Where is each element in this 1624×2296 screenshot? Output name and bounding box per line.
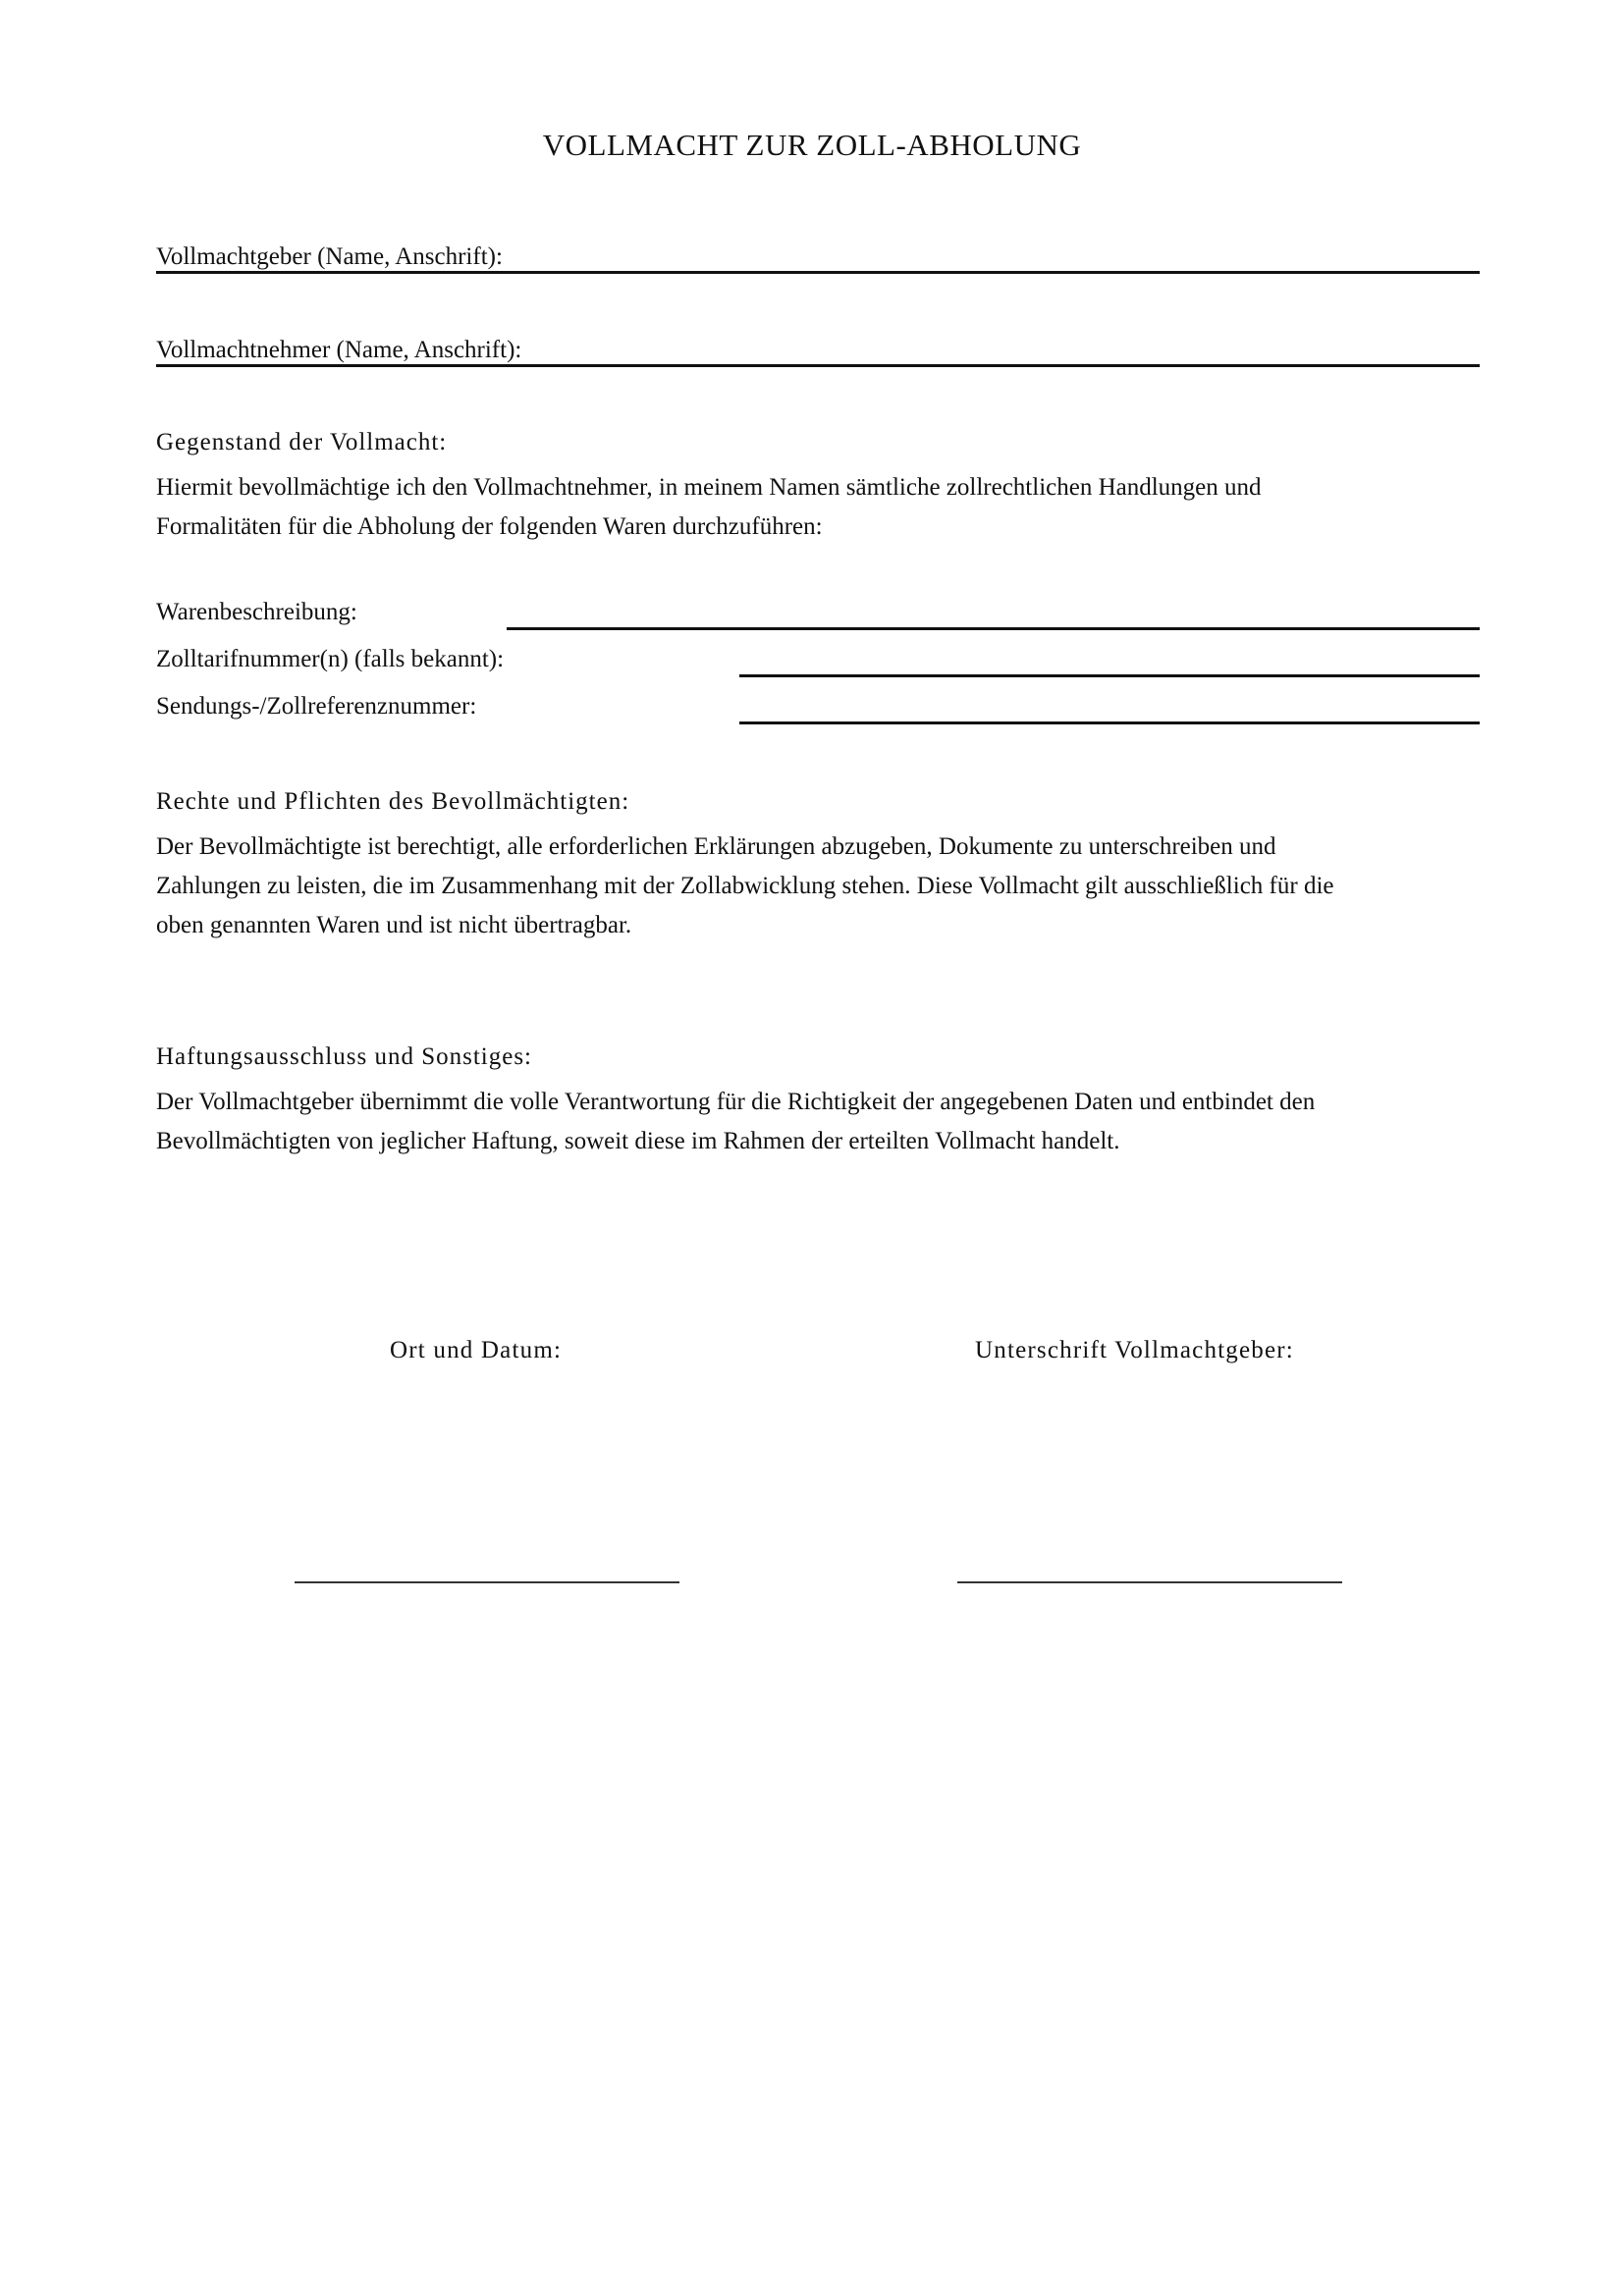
subject-line-1: Hiermit bevollmächtige ich den Vollmachtnehmer, in meinem Namen sämtliche zollrechtlichen Handlungen und	[156, 474, 1262, 501]
agent-field-line[interactable]	[156, 364, 1480, 367]
rights-paragraph	[156, 828, 1491, 945]
reference-number-line[interactable]	[739, 721, 1480, 724]
reference-number-label: Sendungs-/Zollreferenznummer:	[156, 693, 477, 720]
place-date-label: Ort und Datum:	[390, 1337, 563, 1363]
document-title: VOLLMACHT ZUR ZOLL-ABHOLUNG	[542, 128, 1082, 162]
rights-line-3: oben genannten Waren und ist nicht übertragbar.	[156, 912, 632, 938]
liability-line-2: Bevollmächtigten von jeglicher Haftung, soweit diese im Rahmen der erteilten Vollmacht handelt.	[156, 1128, 1120, 1154]
tariff-number-line[interactable]	[739, 674, 1480, 677]
signature-line[interactable]	[957, 1581, 1342, 1583]
signature-label: Unterschrift Vollmachtgeber:	[975, 1337, 1294, 1363]
agent-label: Vollmachtnehmer (Name, Anschrift):	[156, 337, 522, 363]
goods-description-label: Warenbeschreibung:	[156, 599, 357, 625]
liability-heading: Haftungsausschluss und Sonstiges:	[156, 1043, 532, 1070]
subject-heading: Gegenstand der Vollmacht:	[156, 429, 448, 455]
rights-line-2: Zahlungen zu leisten, die im Zusammenhang mit der Zollabwicklung stehen. Diese Vollmacht gilt ausschließlich für die	[156, 873, 1334, 899]
rights-line-1: Der Bevollmächtigte ist berechtigt, alle erforderlichen Erklärungen abzugeben, Dokumente zu unterschreiben und	[156, 833, 1276, 860]
liability-paragraph	[156, 1083, 1491, 1161]
goods-description-line[interactable]	[507, 627, 1480, 630]
principal-label: Vollmachtgeber (Name, Anschrift):	[156, 243, 503, 270]
subject-line-2: Formalitäten für die Abholung der folgenden Waren durchzuführen:	[156, 513, 823, 540]
liability-line-1: Der Vollmachtgeber übernimmt die volle Verantwortung für die Richtigkeit der angegebenen Daten und entbindet den	[156, 1089, 1316, 1115]
tariff-number-label: Zolltarifnummer(n) (falls bekannt):	[156, 646, 505, 672]
rights-heading: Rechte und Pflichten des Bevollmächtigten:	[156, 788, 630, 815]
principal-field-line[interactable]	[156, 271, 1480, 274]
subject-paragraph	[156, 468, 1491, 547]
place-date-line[interactable]	[295, 1581, 679, 1583]
